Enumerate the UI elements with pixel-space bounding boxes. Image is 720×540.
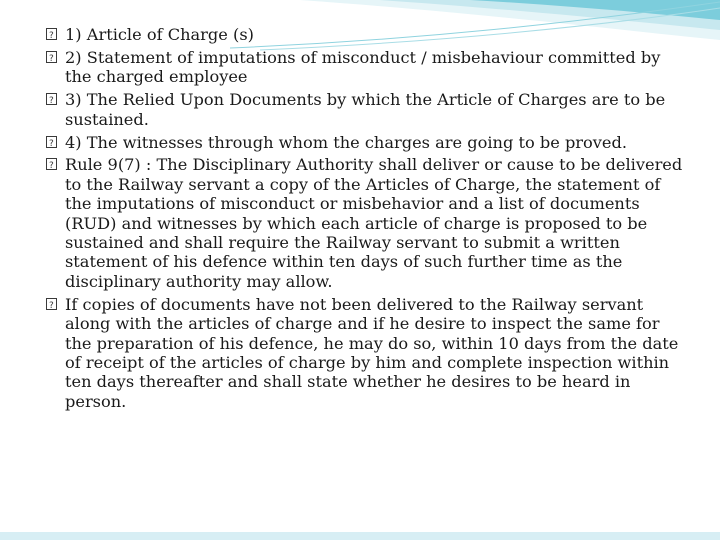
bullet-list [46, 25, 686, 415]
bullet-text: 2) Statement of imputations of misconduct / misbehaviour committed by the charged employee [65, 47, 661, 87]
bullet-item-3 [46, 90, 686, 129]
bullet-text: If copies of documents have not been delivered to the Railway servant along with the articles of charge and if he desire to inspect the same for the preparation of his defence, he may do so, within 10 days from the date of receipt of the articles of charge by him and complete inspection within ten days thereafter and shall state whether he desires to be heard in person. [65, 294, 679, 411]
unknown-glyph-icon [46, 158, 57, 170]
rule-label: Rule 9(7) [65, 155, 141, 175]
unknown-glyph-icon [46, 136, 57, 148]
bullet-item-1 [46, 25, 686, 44]
bullet-text: 3) The Relied Upon Documents by which the Article of Charges are to be sustained. [65, 90, 666, 129]
unknown-glyph-icon [46, 51, 57, 63]
bullet-item-4 [46, 133, 686, 152]
bullet-text: : The Disciplinary Authority shall deliver or cause to be delivered to the Railway servant a copy of the Articles of Charge, the statement of the imputations of misconduct or misbehavior and a list of documents (RUD) and witnesses by which each article of charge is proposed to be sustained and shall require the Railway servant to submit a written statement of his defence within ten days of such further time as the disciplinary authority may allow. [65, 155, 683, 291]
unknown-glyph-icon [46, 28, 57, 40]
unknown-glyph-icon [46, 298, 57, 310]
bullet-item-5 [46, 155, 686, 291]
bullet-text: 4) The witnesses through whom the charges are going to be proved. [65, 132, 628, 152]
bullet-text: 1) Article of Charge (s) [65, 25, 254, 44]
bullet-item-6 [46, 295, 686, 411]
unknown-glyph-icon [46, 93, 57, 105]
footer-band-decoration [0, 532, 720, 540]
bullet-item-2 [46, 48, 686, 87]
